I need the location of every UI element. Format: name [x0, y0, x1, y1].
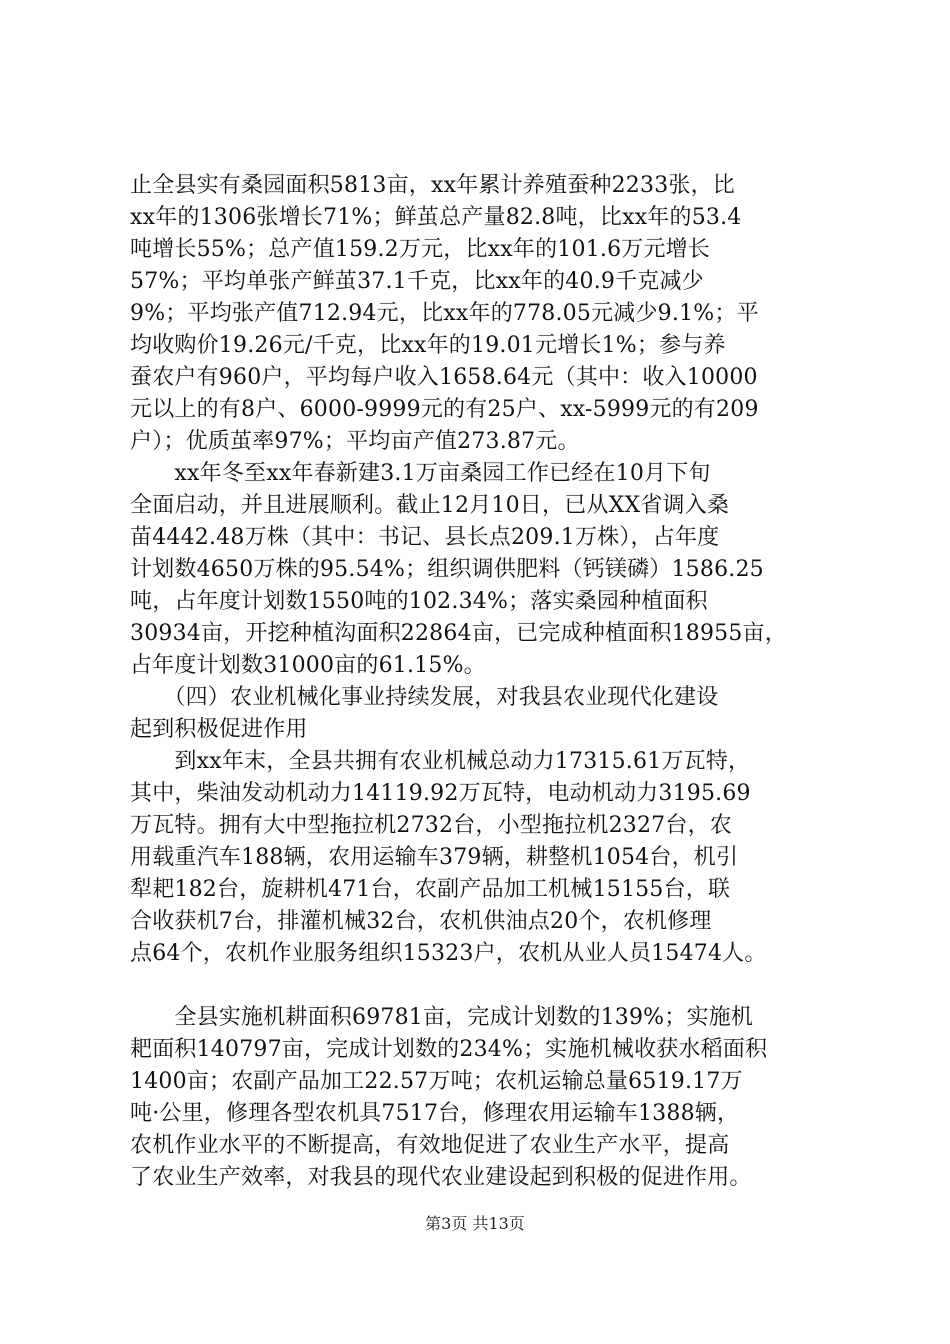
text-line: 止全县实有桑园面积5813亩，xx年累计养殖蚕种2233张，比	[130, 173, 735, 198]
text-line: 苗4442.48万株（其中：书记、县长点209.1万株），占年度	[130, 525, 720, 550]
text-line: 点64个，农机作业服务组织15323户，农机从业人员15474人。	[130, 941, 767, 966]
text-line: 用载重汽车188辆，农用运输车379辆，耕整机1054台，机引	[130, 845, 739, 870]
text-line: xx年的1306张增长71%；鲜茧总产量82.8吨，比xx年的53.4	[130, 205, 742, 230]
text-line: xx年冬至xx年春新建3.1万亩桑园工作已经在10月下旬	[130, 461, 711, 486]
text-line: 其中，柴油发动机动力14119.92万瓦特，电动机动力3195.69	[130, 781, 751, 806]
text-line: 万瓦特。拥有大中型拖拉机2732台，小型拖拉机2327台，农	[130, 813, 732, 838]
document-body	[130, 170, 830, 1194]
section-heading-line: 起到积极促进作用	[130, 717, 308, 742]
text-line: 蚕农户有960户，平均每户收入1658.64元（其中：收入10000	[130, 365, 758, 390]
text-line: 30934亩，开挖种植沟面积22864亩，已完成种植面积18955亩，	[130, 621, 787, 646]
text-line: 占年度计划数31000亩的61.15%。	[130, 653, 486, 678]
text-line: 户）；优质茧率97%；平均亩产值273.87元。	[130, 429, 580, 454]
text-line: 了农业生产效率，对我县的现代农业建设起到积极的促进作用。	[130, 1165, 752, 1190]
text-line: 到xx年末，全县共拥有农业机械总动力17315.61万瓦特，	[130, 749, 751, 774]
text-line: 元以上的有8户、6000-9999元的有25户、xx-5999元的有209	[130, 397, 759, 422]
text-line: 1400亩；农副产品加工22.57万吨；农机运输总量6519.17万	[130, 1069, 743, 1094]
text-line: 计划数4650万株的95.54%；组织调供肥料（钙镁磷）1586.25	[130, 557, 764, 582]
paragraph-gap	[130, 970, 830, 1002]
text-line: 全县实施机耕面积69781亩，完成计划数的139%；实施机	[130, 1005, 754, 1030]
text-line: 9%；平均张产值712.94元，比xx年的778.05元减少9.1%；平	[130, 301, 759, 326]
text-line: 均收购价19.26元/千克，比xx年的19.01元增长1%；参与养	[130, 333, 726, 358]
section-heading-line: （四）农业机械化事业持续发展，对我县农业现代化建设	[130, 685, 719, 710]
text-line: 耙面积140797亩，完成计划数的234%；实施机械收获水稻面积	[130, 1037, 768, 1062]
text-line: 全面启动，并且进展顺利。截止12月10日，已从XX省调入桑	[130, 493, 730, 518]
text-line: 吨增长55%；总产值159.2万元，比xx年的101.6万元增长	[130, 237, 711, 262]
text-line: 犁耙182台，旋耕机471台，农副产品加工机械15155台，联	[130, 877, 731, 902]
text-line: 吨，占年度计划数1550吨的102.34%；落实桑园种植面积	[130, 589, 708, 614]
page-number-footer: 第3页 共13页	[425, 1214, 525, 1233]
text-line: 吨·公里，修理各型农机具7517台，修理农用运输车1388辆，	[130, 1101, 740, 1126]
text-line: 57%；平均单张产鲜茧37.1千克，比xx年的40.9千克减少	[130, 269, 704, 294]
text-line: 合收获机7台，排灌机械32台，农机供油点20个，农机修理	[130, 909, 712, 934]
text-line: 农机作业水平的不断提高，有效地促进了农业生产水平，提高	[130, 1133, 730, 1158]
